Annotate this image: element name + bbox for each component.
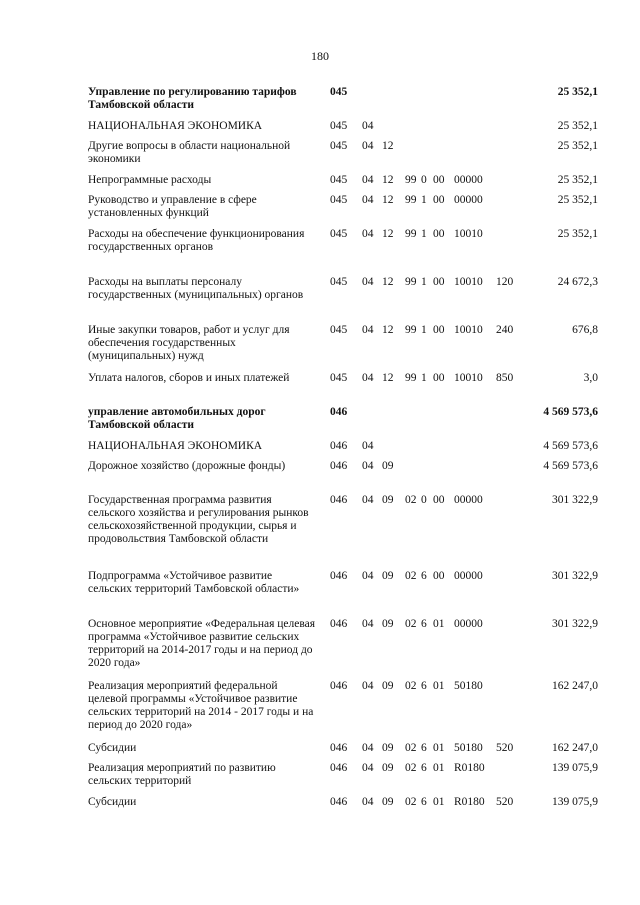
row-target-subprogram: 1 <box>421 228 427 240</box>
row-target-direction: 10010 <box>454 276 483 288</box>
row-ved: 046 <box>330 494 348 506</box>
row-amount: 25 352,1 <box>557 194 598 206</box>
row-target-subprogram: 6 <box>421 742 427 754</box>
row-ved: 046 <box>330 680 348 692</box>
row-name: Основное мероприятие «Федеральная целевая программа «Устойчивое развитие сельских территорий на 2014-2017 годы и на период до 2020 года» <box>88 618 316 669</box>
table-row <box>0 680 640 742</box>
row-target-program: 99 <box>405 194 417 206</box>
row-target-subprogram: 1 <box>421 324 427 336</box>
row-ved: 046 <box>330 762 348 774</box>
row-pr: 12 <box>382 372 394 384</box>
row-name: Реализация мероприятий по развитию сельских территорий <box>88 762 276 787</box>
table-row <box>0 372 640 406</box>
row-amount: 25 352,1 <box>557 174 598 186</box>
row-target-program: 02 <box>405 742 417 754</box>
row-amount: 139 075,9 <box>552 762 598 774</box>
budget-table <box>0 86 640 816</box>
row-target-event: 00 <box>433 570 445 582</box>
row-expense-type: 850 <box>496 372 514 384</box>
row-pr: 09 <box>382 680 394 692</box>
row-target-program: 99 <box>405 174 417 186</box>
row-name: Дорожное хозяйство (дорожные фонды) <box>88 460 286 472</box>
row-target-event: 00 <box>433 372 445 384</box>
row-ved: 045 <box>330 276 348 288</box>
row-target-program: 99 <box>405 276 417 288</box>
table-row <box>0 86 640 120</box>
row-target-subprogram: 0 <box>421 494 427 506</box>
row-amount: 25 352,1 <box>557 140 598 152</box>
row-rz: 04 <box>362 228 374 240</box>
row-pr: 12 <box>382 228 394 240</box>
row-target-program: 99 <box>405 372 417 384</box>
table-row <box>0 460 640 494</box>
row-target-direction: 10010 <box>454 324 483 336</box>
row-rz: 04 <box>362 324 374 336</box>
row-rz: 04 <box>362 742 374 754</box>
row-target-direction: 00000 <box>454 618 483 630</box>
row-ved: 045 <box>330 174 348 186</box>
row-name: Уплата налогов, сборов и иных платежей <box>88 372 290 384</box>
row-amount: 162 247,0 <box>552 680 598 692</box>
row-name: Расходы на выплаты персоналу государственных (муниципальных) органов <box>88 276 304 301</box>
row-amount: 4 569 573,6 <box>543 440 598 452</box>
row-pr: 09 <box>382 460 394 472</box>
table-row <box>0 120 640 140</box>
row-rz: 04 <box>362 494 374 506</box>
row-amount: 4 569 573,6 <box>543 460 598 472</box>
row-target-subprogram: 6 <box>421 680 427 692</box>
row-target-subprogram: 1 <box>421 372 427 384</box>
row-name: Субсидии <box>88 742 137 754</box>
row-target-subprogram: 0 <box>421 174 427 186</box>
row-target-subprogram: 6 <box>421 618 427 630</box>
row-target-direction: 10010 <box>454 372 483 384</box>
table-row <box>0 742 640 762</box>
row-expense-type: 520 <box>496 742 514 754</box>
row-pr: 12 <box>382 194 394 206</box>
table-row <box>0 228 640 276</box>
table-row <box>0 762 640 796</box>
row-ved: 046 <box>330 796 348 808</box>
row-rz: 04 <box>362 796 374 808</box>
row-pr: 12 <box>382 324 394 336</box>
row-ved: 045 <box>330 140 348 152</box>
row-ved: 046 <box>330 406 348 418</box>
table-row <box>0 494 640 570</box>
row-target-subprogram: 6 <box>421 570 427 582</box>
row-ved: 045 <box>330 228 348 240</box>
row-target-event: 01 <box>433 680 445 692</box>
row-amount: 25 352,1 <box>557 86 598 98</box>
row-amount: 25 352,1 <box>557 228 598 240</box>
row-ved: 045 <box>330 120 348 132</box>
row-ved: 045 <box>330 86 348 98</box>
row-target-program: 99 <box>405 324 417 336</box>
row-target-direction: 00000 <box>454 174 483 186</box>
row-target-event: 01 <box>433 618 445 630</box>
row-ved: 046 <box>330 618 348 630</box>
row-name: Расходы на обеспечение функционирования государственных органов <box>88 228 305 253</box>
row-rz: 04 <box>362 194 374 206</box>
row-pr: 09 <box>382 618 394 630</box>
row-rz: 04 <box>362 680 374 692</box>
table-row <box>0 440 640 460</box>
row-ved: 046 <box>330 460 348 472</box>
row-rz: 04 <box>362 440 374 452</box>
row-target-event: 00 <box>433 194 445 206</box>
row-amount: 301 322,9 <box>552 494 598 506</box>
row-rz: 04 <box>362 140 374 152</box>
row-pr: 12 <box>382 140 394 152</box>
row-target-event: 00 <box>433 228 445 240</box>
page-number: 180 <box>311 49 329 63</box>
row-pr: 09 <box>382 494 394 506</box>
row-target-event: 00 <box>433 324 445 336</box>
row-target-direction: 00000 <box>454 570 483 582</box>
row-expense-type: 240 <box>496 324 514 336</box>
row-target-event: 00 <box>433 174 445 186</box>
row-expense-type: 120 <box>496 276 514 288</box>
row-target-direction: R0180 <box>454 762 485 774</box>
row-pr: 09 <box>382 796 394 808</box>
row-target-program: 02 <box>405 680 417 692</box>
table-row <box>0 194 640 228</box>
row-name: Реализация мероприятий федеральной целевой программы «Устойчивое развитие сельских территорий на 2014 - 2017 годы и на период до 2020 года» <box>88 680 314 731</box>
table-row <box>0 276 640 324</box>
row-expense-type: 520 <box>496 796 514 808</box>
row-amount: 162 247,0 <box>552 742 598 754</box>
row-amount: 676,8 <box>572 324 598 336</box>
row-target-direction: R0180 <box>454 796 485 808</box>
row-name: Другие вопросы в области национальной экономики <box>88 140 291 165</box>
row-target-event: 00 <box>433 494 445 506</box>
row-target-direction: 10010 <box>454 228 483 240</box>
row-ved: 046 <box>330 570 348 582</box>
row-name: Руководство и управление в сфере установленных функций <box>88 194 257 219</box>
row-name: НАЦИОНАЛЬНАЯ ЭКОНОМИКА <box>88 120 263 132</box>
row-target-direction: 00000 <box>454 494 483 506</box>
row-pr: 09 <box>382 742 394 754</box>
row-amount: 139 075,9 <box>552 796 598 808</box>
row-name: Субсидии <box>88 796 137 808</box>
table-row <box>0 140 640 174</box>
row-rz: 04 <box>362 762 374 774</box>
row-pr: 09 <box>382 762 394 774</box>
row-amount: 301 322,9 <box>552 570 598 582</box>
row-ved: 045 <box>330 194 348 206</box>
row-target-program: 02 <box>405 762 417 774</box>
table-row <box>0 406 640 440</box>
row-pr: 12 <box>382 276 394 288</box>
row-target-program: 02 <box>405 494 417 506</box>
row-target-event: 01 <box>433 762 445 774</box>
row-pr: 09 <box>382 570 394 582</box>
row-rz: 04 <box>362 174 374 186</box>
row-name: Управление по регулированию тарифов Тамбовской области <box>88 86 297 111</box>
row-amount: 4 569 573,6 <box>543 406 598 418</box>
table-row <box>0 570 640 618</box>
row-target-program: 02 <box>405 570 417 582</box>
table-row <box>0 324 640 372</box>
row-target-direction: 50180 <box>454 742 483 754</box>
row-rz: 04 <box>362 570 374 582</box>
row-amount: 3,0 <box>583 372 598 384</box>
row-amount: 24 672,3 <box>557 276 598 288</box>
table-row <box>0 174 640 194</box>
row-name: Подпрограмма «Устойчивое развитие сельских территорий Тамбовской области» <box>88 570 300 595</box>
row-target-event: 01 <box>433 796 445 808</box>
row-target-subprogram: 6 <box>421 762 427 774</box>
row-rz: 04 <box>362 120 374 132</box>
row-ved: 045 <box>330 324 348 336</box>
row-rz: 04 <box>362 618 374 630</box>
row-target-event: 01 <box>433 742 445 754</box>
row-amount: 25 352,1 <box>557 120 598 132</box>
table-row <box>0 796 640 816</box>
row-target-direction: 00000 <box>454 194 483 206</box>
row-rz: 04 <box>362 460 374 472</box>
row-target-subprogram: 1 <box>421 194 427 206</box>
row-ved: 046 <box>330 742 348 754</box>
row-target-program: 99 <box>405 228 417 240</box>
row-ved: 046 <box>330 440 348 452</box>
row-target-program: 02 <box>405 618 417 630</box>
row-target-program: 02 <box>405 796 417 808</box>
row-name: Иные закупки товаров, работ и услуг для обеспечения государственных (муниципальных) нужд <box>88 324 290 362</box>
row-target-event: 00 <box>433 276 445 288</box>
row-ved: 045 <box>330 372 348 384</box>
row-amount: 301 322,9 <box>552 618 598 630</box>
row-name: НАЦИОНАЛЬНАЯ ЭКОНОМИКА <box>88 440 263 452</box>
row-name: Непрограммные расходы <box>88 174 212 186</box>
row-target-subprogram: 1 <box>421 276 427 288</box>
row-rz: 04 <box>362 276 374 288</box>
table-row <box>0 618 640 680</box>
row-name: управление автомобильных дорог Тамбовской области <box>88 406 266 431</box>
row-pr: 12 <box>382 174 394 186</box>
row-target-subprogram: 6 <box>421 796 427 808</box>
row-rz: 04 <box>362 372 374 384</box>
row-target-direction: 50180 <box>454 680 483 692</box>
row-name: Государственная программа развития сельского хозяйства и регулирования рынков сельскохозяйственной продукции, сырья и продовольствия Тамбовской области <box>88 494 309 545</box>
